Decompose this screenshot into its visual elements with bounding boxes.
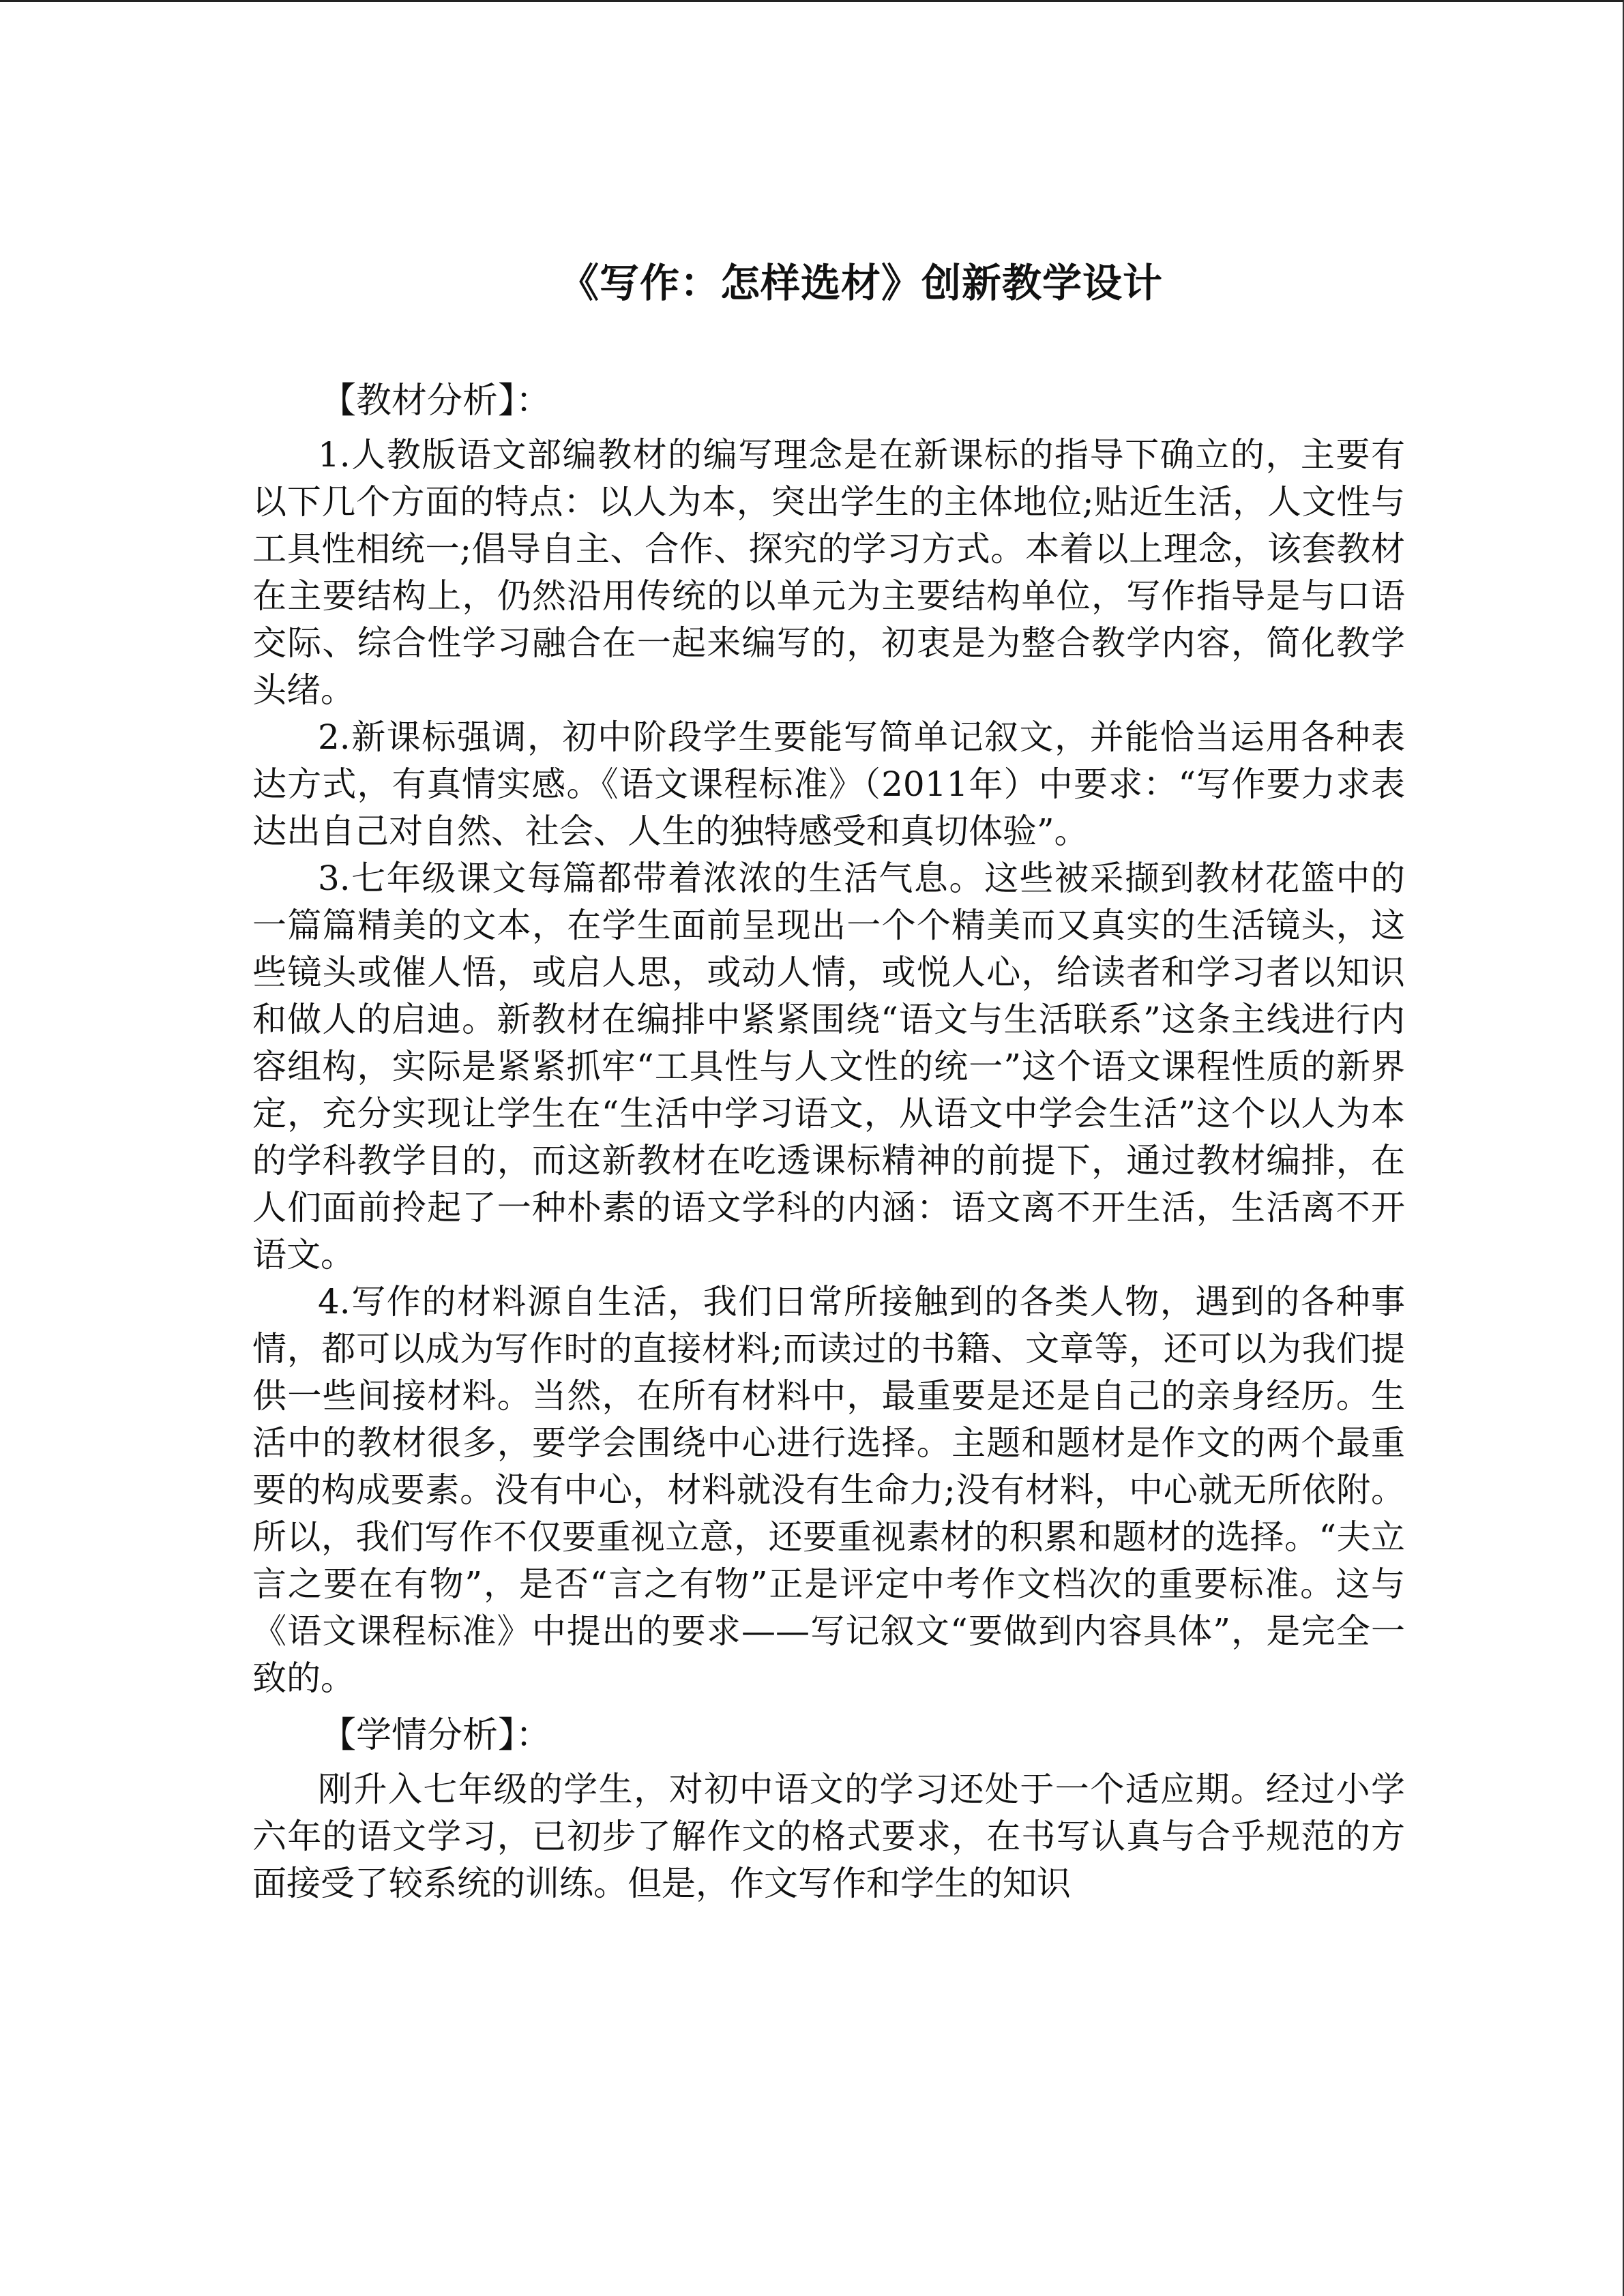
- paragraph: 1.人教版语文部编教材的编写理念是在新课标的指导下确立的，主要有以下几个方面的特点：以人为本，突出学生的主体地位;贴近生活，人文性与工具性相统一;倡导自主、合作、探究的学习方式。本着以上理念，该套教材在主要结构上，仍然沿用传统的以单元为主要结构单位，写作指导是与口语交际、综合性学习融合在一起来编写的，初衷是为整合教学内容，简化教学头绪。: [252, 435, 1405, 710]
- paragraph: 刚升入七年级的学生，对初中语文的学习还处于一个适应期。经过小学六年的语文学习，已初步了解作文的格式要求，在书写认真与合乎规范的方面接受了较系统的训练。但是，作文写作和学生的知识: [252, 1770, 1405, 1903]
- paragraph: 4.写作的材料源自生活，我们日常所接触到的各类人物，遇到的各种事情，都可以成为写作时的直接材料;而读过的书籍、文章等，还可以为我们提供一些间接材料。当然，在所有材料中，最重要是还是自己的亲身经历。生活中的教材很多，要学会围绕中心进行选择。主题和题材是作文的两个最重要的构成要素。没有中心，材料就没有生命力;没有材料，中心就无所依附。所以，我们写作不仅要重视立意，还要重视素材的积累和题材的选择。“夫立言之要在有物”，是否“言之有物”正是评定中考作文档次的重要标准。这与《语文课程标准》中提出的要求——写记叙文“要做到内容具体”，是完全一致的。: [252, 1282, 1405, 1698]
- paragraph: 2.新课标强调，初中阶段学生要能写简单记叙文，并能恰当运用各种表达方式，有真情实感。《语文课程标准》（2011年）中要求：“写作要力求表达出自己对自然、社会、人生的独特感受和真切体验”。: [252, 717, 1405, 851]
- paragraph: 3.七年级课文每篇都带着浓浓的生活气息。这些被采撷到教材花篮中的一篇篇精美的文本，在学生面前呈现出一个个精美而又真实的生活镜头，这些镜头或催人悟，或启人思，或动人情，或悦人心，给读者和学习者以知识和做人的启迪。新教材在编排中紧紧围绕“语文与生活联系”这条主线进行内容组构，实际是紧紧抓牢“工具性与人文性的统一”这个语文课程性质的新界定，充分实现让学生在“生活中学习语文，从语文中学会生活”这个以人为本的学科教学目的，而这新教材在吃透课标精神的前提下，通过教材编排，在人们面前拎起了一种朴素的语文学科的内涵：语文离不开生活，生活离不开语文。: [252, 859, 1405, 1274]
- section-heading-textbook-analysis: 【教材分析】：: [321, 381, 552, 421]
- section-heading-student-analysis: 【学情分析】：: [321, 1715, 552, 1756]
- document-title: 《写作：怎样选材》创新教学设计: [559, 260, 1164, 306]
- document-body: [252, 370, 1405, 1907]
